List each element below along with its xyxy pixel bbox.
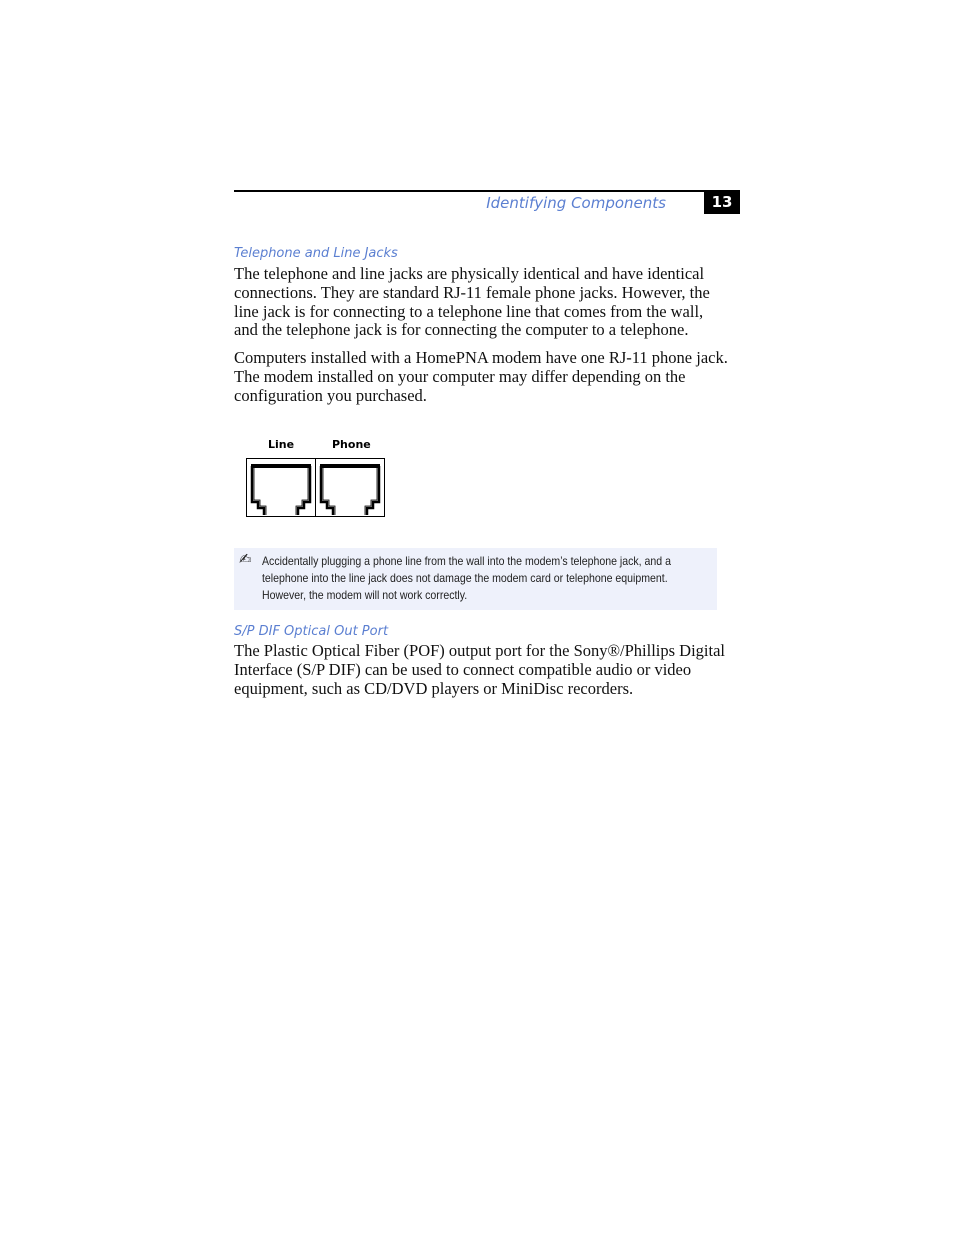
section-heading-telephone-jacks: Telephone and Line Jacks xyxy=(234,246,398,261)
jack-label-phone: Phone xyxy=(332,438,371,451)
note-box xyxy=(234,548,717,610)
jack-label-line: Line xyxy=(268,438,295,451)
running-header-title: Identifying Components xyxy=(486,194,666,212)
paragraph-spdif: The Plastic Optical Fiber (POF) output port for the Sony®/Phillips Digital Interface (S/P DIF) can be used to connect compatible audio or video equipment, such as CD/DVD players or MiniDisc recorders. xyxy=(234,641,726,698)
page-number: 13 xyxy=(704,190,740,214)
header-rule xyxy=(234,190,740,192)
rj11-jacks-illustration xyxy=(246,458,385,517)
pencil-note-icon: ✍ xyxy=(239,550,252,568)
section-heading-spdif: S/P DIF Optical Out Port xyxy=(234,624,389,639)
paragraph-jacks-description: The telephone and line jacks are physically identical and have identical connections. They are standard RJ-11 female phone jacks. However, the line jack is for connecting to a telephone line that comes from the wall, and the telephone jack is for connecting the computer to a telephone. xyxy=(234,264,710,340)
note-text: Accidentally plugging a phone line from the wall into the modem’s telephone jack, and a telephone into the line jack does not damage the modem card or telephone equipment. However, the modem will not work correctly. xyxy=(262,554,671,602)
paragraph-homepna: Computers installed with a HomePNA modem have one RJ-11 phone jack. The modem installed on your computer may differ depending on the configuration you purchased. xyxy=(234,348,728,405)
